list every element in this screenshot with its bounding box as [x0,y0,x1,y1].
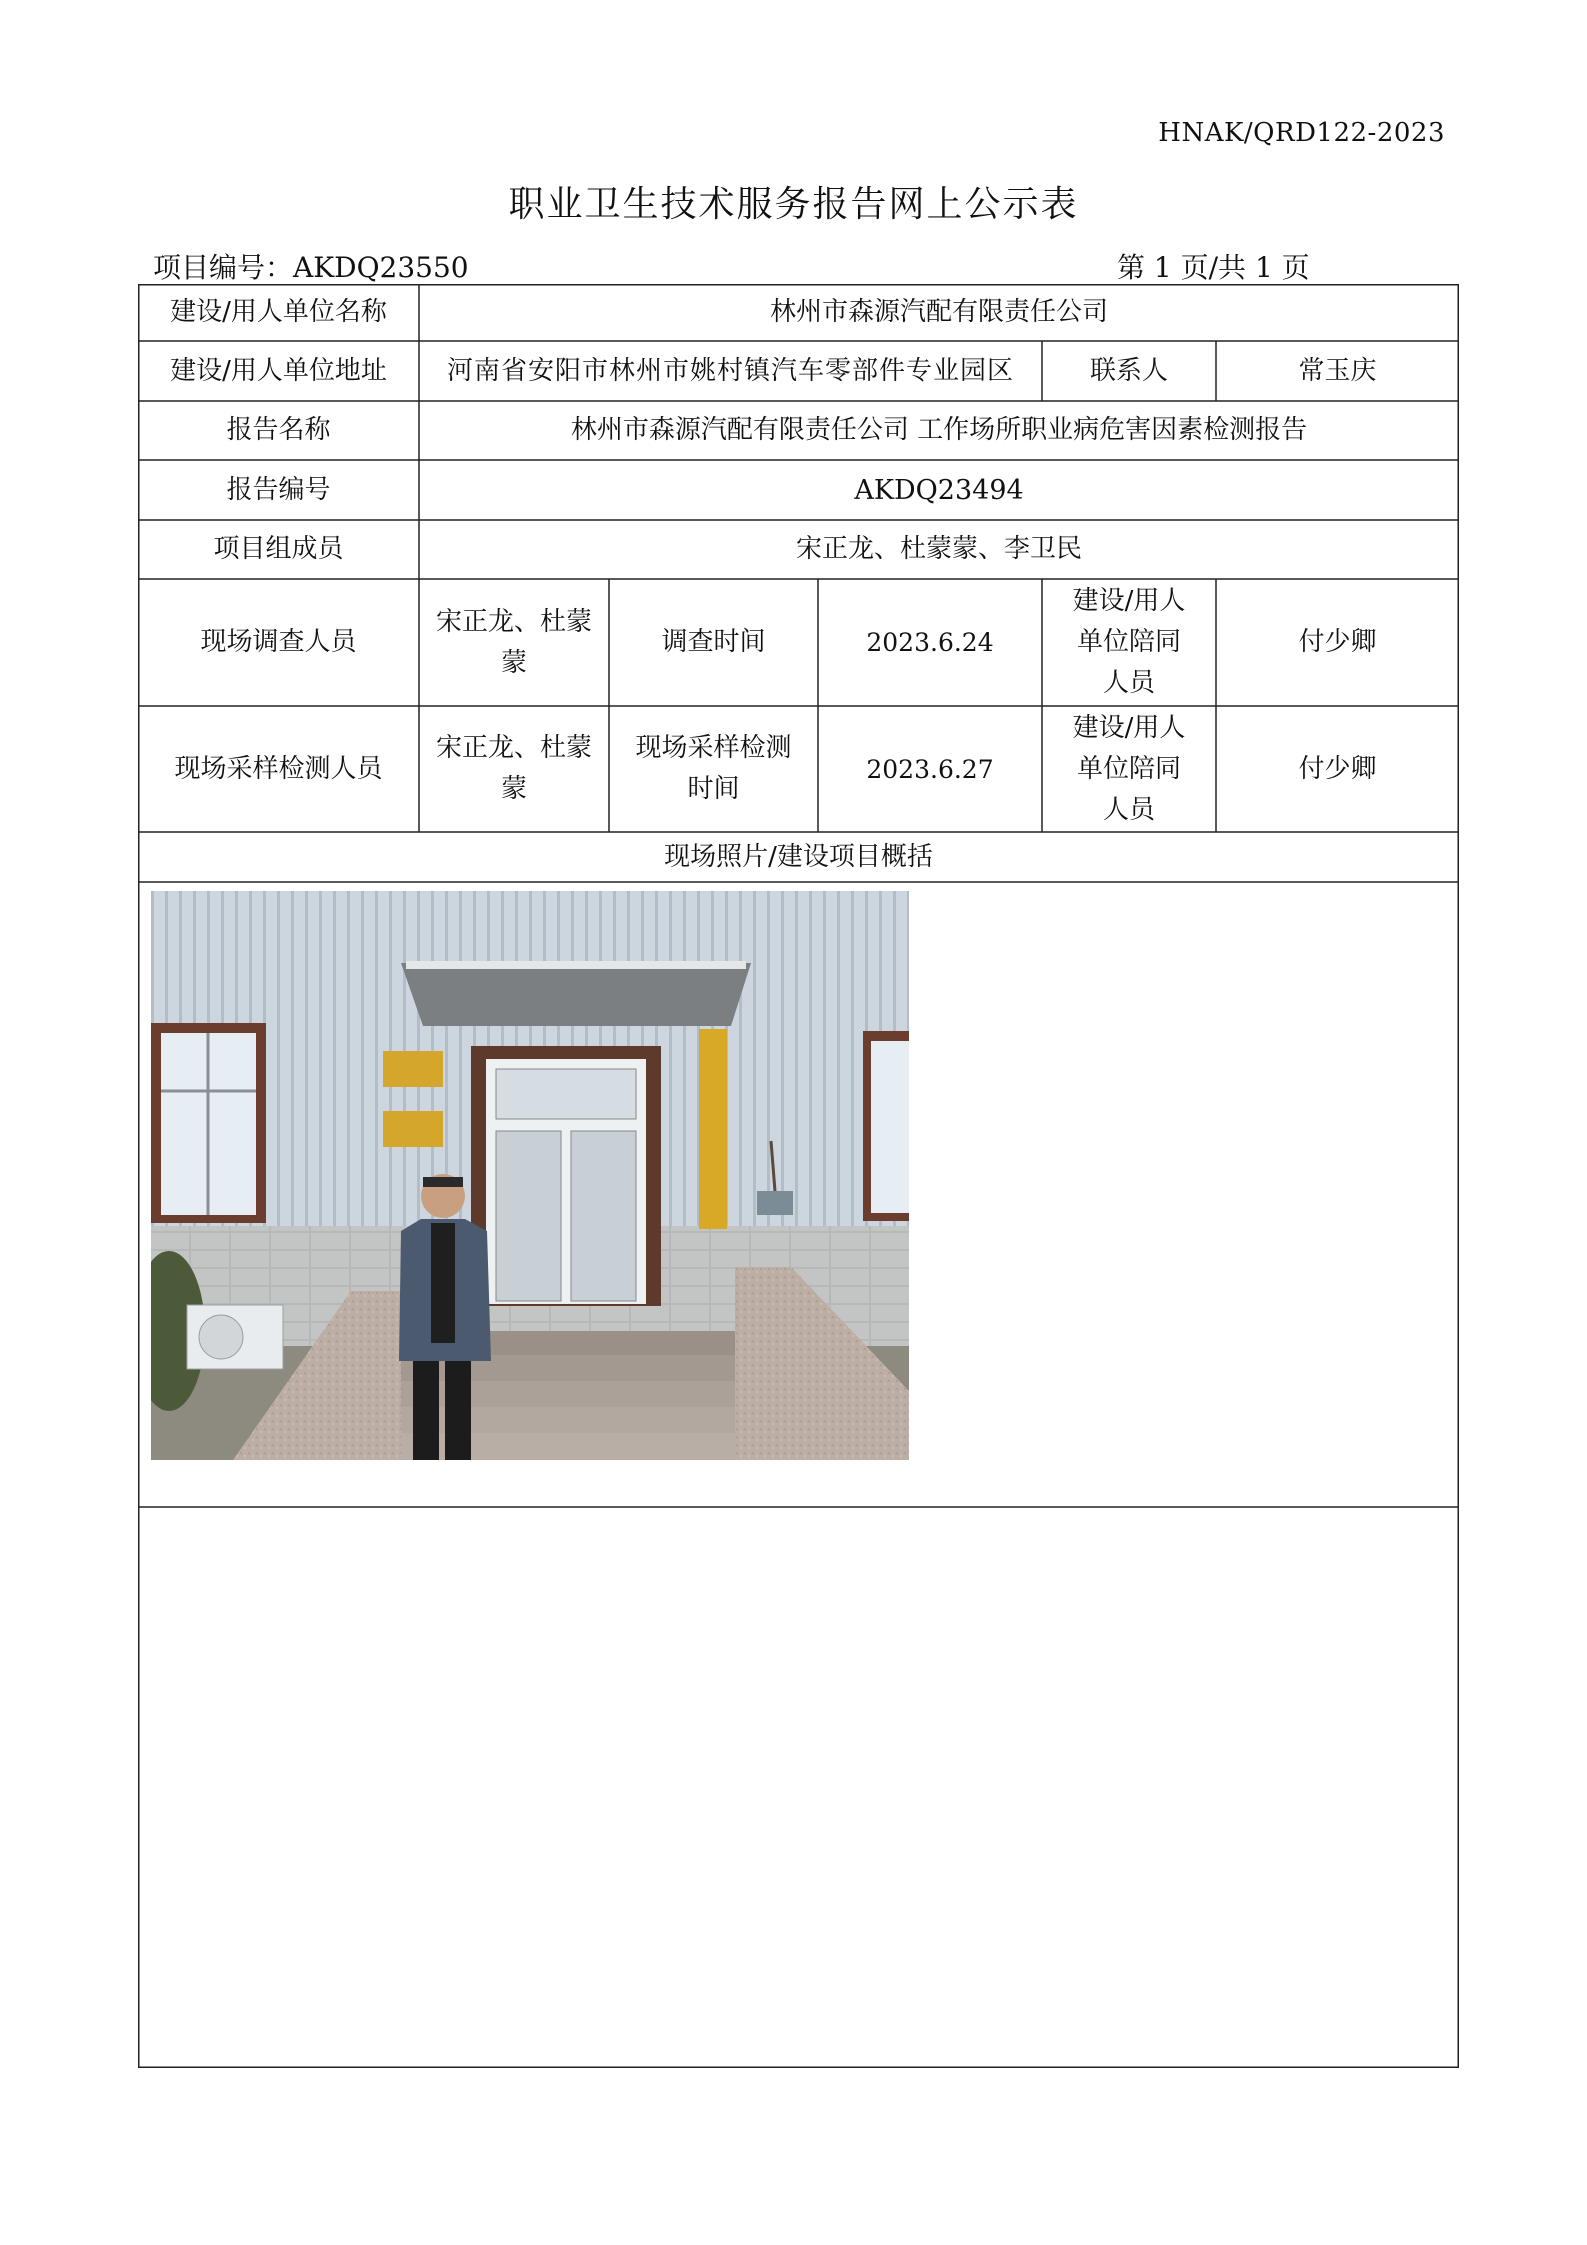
site-photo-illustration [151,891,909,1460]
report-number: AKDQ23494 [854,474,1024,506]
survey-time-label: 调查时间 [661,627,766,657]
unit-name-label: 建设/用人单位名称 [170,297,387,327]
survey-companion: 付少卿 [1298,627,1377,657]
survey-time: 2023.6.24 [866,628,994,657]
unit-name: 林州市森源汽配有限责任公司 [769,297,1108,327]
sampling-time-label: 现场采样检测时间 [635,733,792,804]
unit-address-label: 建设/用人单位地址 [170,355,387,386]
page-title: 职业卫生技术服务报告网上公示表 [508,184,1079,225]
report-name-label: 报告名称 [226,415,331,445]
sampling-time: 2023.6.27 [866,754,994,784]
report-name: 林州市森源汽配有限责任公司 工作场所职业病危害因素检测报告 [570,415,1308,445]
contact-label: 联系人 [1089,355,1168,386]
sampling-companion-label: 建设/用人单位陪同人员 [1072,712,1186,825]
sampling-staff-label: 现场采样检测人员 [174,753,383,784]
report-number-label: 报告编号 [226,474,331,505]
unit-address: 河南省安阳市林州市姚村镇汽车零部件专业园区 [446,355,1014,386]
site-photo [151,891,909,1460]
page-number: 第 1 页/共 1 页 [1117,251,1310,284]
publication-table [138,284,1459,2068]
sampling-companion: 付少卿 [1298,753,1377,784]
photo-section-label: 现场照片/建设项目概括 [664,841,933,872]
project-number: 项目编号：AKDQ23550 [153,251,469,284]
contact-person: 常玉庆 [1298,355,1377,386]
members-label: 项目组成员 [213,534,344,564]
survey-staff: 宋正龙、杜蒙蒙 [435,606,592,678]
survey-companion-label: 建设/用人单位陪同人员 [1072,586,1186,698]
document-code: HNAK/QRD122-2023 [1158,118,1445,148]
sampling-staff: 宋正龙、杜蒙蒙 [435,733,592,804]
project-members: 宋正龙、杜蒙蒙、李卫民 [795,534,1082,564]
survey-staff-label: 现场调查人员 [200,627,357,657]
